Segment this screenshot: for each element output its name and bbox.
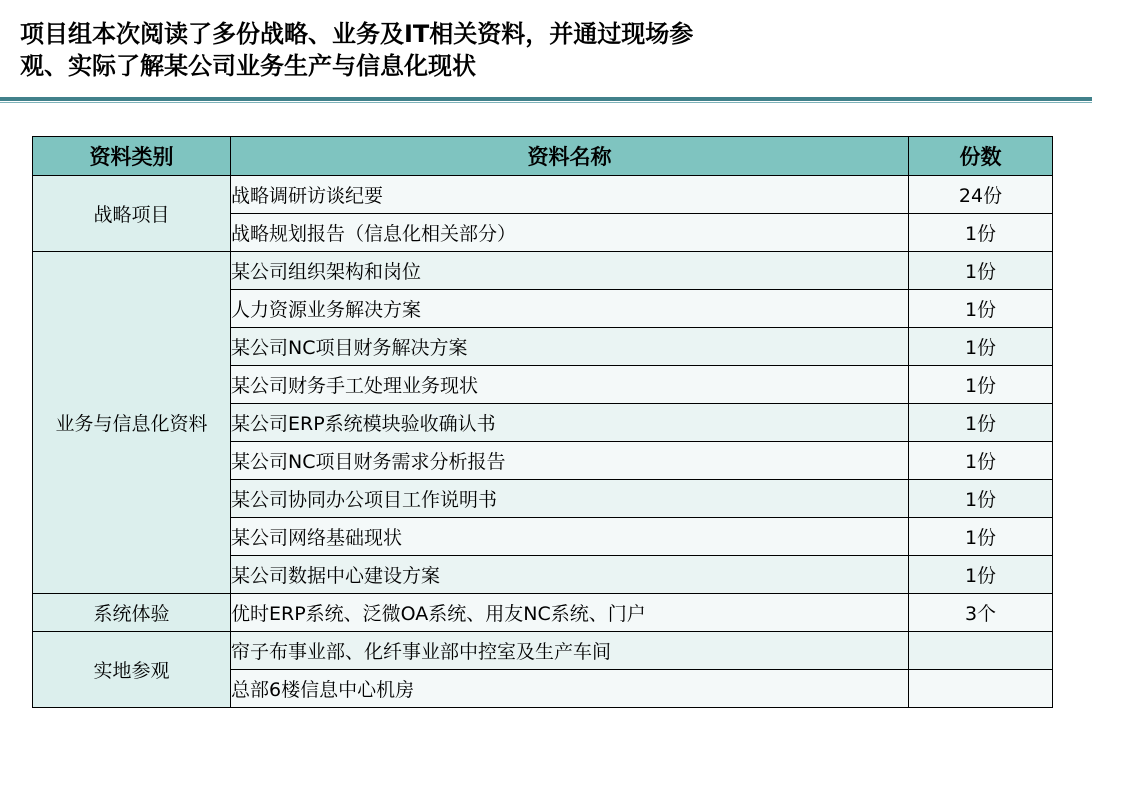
header-count: 份数: [909, 137, 1053, 176]
material-name: 某公司数据中心建设方案: [231, 556, 909, 594]
material-name: 优时ERP系统、泛微OA系统、用友NC系统、门户: [231, 594, 909, 632]
material-name: 总部6楼信息中心机房: [231, 670, 909, 708]
material-count: 24份: [909, 176, 1053, 214]
material-count: 1份: [909, 556, 1053, 594]
title-divider: [0, 97, 1092, 101]
material-name: 战略调研访谈纪要: [231, 176, 909, 214]
material-name: 某公司ERP系统模块验收确认书: [231, 404, 909, 442]
material-count: 1份: [909, 214, 1053, 252]
material-count: 1份: [909, 480, 1053, 518]
page-title: [20, 18, 820, 82]
table-row: [33, 176, 1053, 214]
material-name: 某公司协同办公项目工作说明书: [231, 480, 909, 518]
material-name: 战略规划报告（信息化相关部分）: [231, 214, 909, 252]
material-name: 某公司组织架构和岗位: [231, 252, 909, 290]
page-title-line-2: 观、实际了解某公司业务生产与信息化现状: [20, 52, 476, 80]
material-name: 某公司NC项目财务解决方案: [231, 328, 909, 366]
material-name: 某公司财务手工处理业务现状: [231, 366, 909, 404]
material-count: 1份: [909, 442, 1053, 480]
table-row: [33, 252, 1053, 290]
page-title-line-1: 项目组本次阅读了多份战略、业务及IT相关资料，并通过现场参: [20, 20, 694, 48]
header-name: 资料名称: [231, 137, 909, 176]
material-count: 1份: [909, 290, 1053, 328]
category-cell: 实地参观: [33, 632, 231, 708]
material-count: [909, 670, 1053, 708]
category-cell: 系统体验: [33, 594, 231, 632]
material-name: 某公司NC项目财务需求分析报告: [231, 442, 909, 480]
material-count: 3个: [909, 594, 1053, 632]
material-count: 1份: [909, 518, 1053, 556]
category-cell: 业务与信息化资料: [33, 252, 231, 594]
materials-table: [32, 136, 1053, 708]
material-count: 1份: [909, 404, 1053, 442]
category-cell: 战略项目: [33, 176, 231, 252]
table-header-row: [33, 137, 1053, 176]
title-divider-thin: [0, 102, 1092, 103]
material-count: 1份: [909, 366, 1053, 404]
material-count: [909, 632, 1053, 670]
material-name: 人力资源业务解决方案: [231, 290, 909, 328]
table-row: [33, 594, 1053, 632]
material-name: 帘子布事业部、化纤事业部中控室及生产车间: [231, 632, 909, 670]
material-name: 某公司网络基础现状: [231, 518, 909, 556]
material-count: 1份: [909, 252, 1053, 290]
material-count: 1份: [909, 328, 1053, 366]
table-row: [33, 632, 1053, 670]
header-category: 资料类别: [33, 137, 231, 176]
